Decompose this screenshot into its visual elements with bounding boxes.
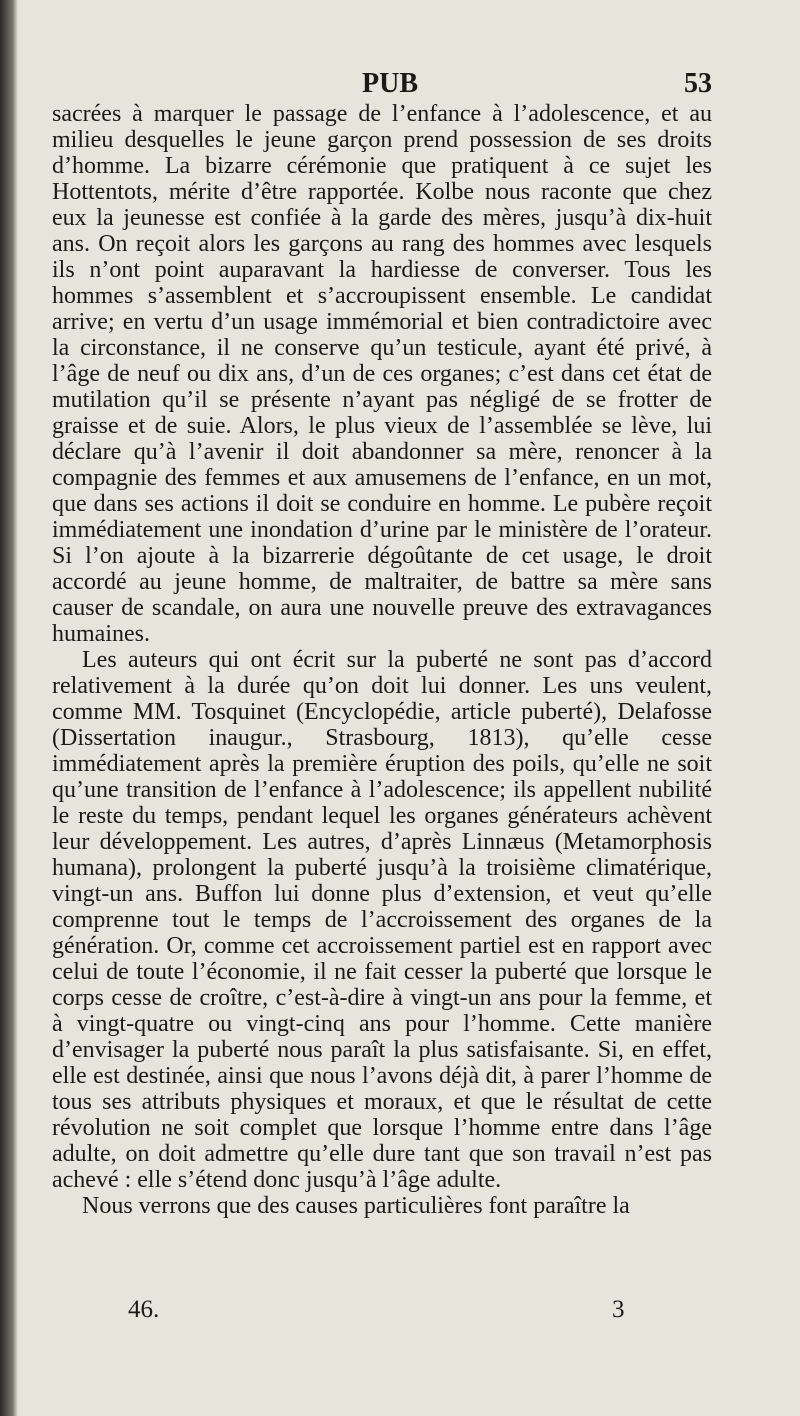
page-edge-shadow bbox=[0, 0, 18, 1416]
paragraph-closing: Nous verrons que des causes particulières font paraître la bbox=[82, 1193, 630, 1219]
signature-mark: 46. bbox=[128, 1296, 160, 1323]
paragraph-puberty-duration: Les auteurs qui ont écrit sur la puberté ne sont pas d’accord relativement à la durée qu’on doit lui donner. Les uns veulent, comme MM. Tosquinet (Encyclopédie, article puberté), Delafosse (Dissertation inaugur., Strasbourg, 1813), qu’elle cesse immédiatement après la première éruption des poils, qu’elle ne soit qu’une transition de l’enfance à l’adolescence; ils appellent nubilité le reste du temps, pendant lequel les organes générateurs achèvent leur développement. Les autres, d’après Linnæus (Metamorphosis humana), prolongent la puberté jusqu’à la troisième climatérique, vingt-un ans. Buffon lui donne plus d’extension, et veut qu’elle comprenne tout le temps de l’accroissement des organes de la génération. Or, comme cet accroissement partiel est en rapport avec celui de toute l’économie, il ne fait cesser la puberté que lorsque le corps cesse de croître, c’est-à-dire à vingt-un ans pour la femme, et à vingt-quatre ou vingt-cinq ans pour l’homme. Cette manière d’envisager la puberté nous paraît la plus satisfaisante. Si, en effet, elle est destinée, ainsi que nous l’avons déjà dit, à parer l’homme de tous ses attributs physiques et moraux, et que le résultat de cette révolution ne soit complet que lorsque l’homme entre dans l’âge adulte, on doit admettre qu’elle dure tant que son travail n’est pas achevé : elle s’étend donc jusqu’à l’âge adulte. bbox=[52, 647, 712, 1193]
paragraph-continued: sacrées à marquer le passage de l’enfance à l’adolescence, et au milieu desquelles le jeune garçon prend possession de ses droits d’homme. La bizarre cérémonie que pratiquent à ce sujet les Hottentots, mérite d’être rapportée. Kolbe nous raconte que chez eux la jeunesse est confiée à la garde des mères, jusqu’à dix-huit ans. On reçoit alors les garçons au rang des hommes avec lesquels ils n’ont point auparavant la hardiesse de converser. Tous les hommes s’assemblent et s’accroupissent ensemble. Le candidat arrive; en vertu d’un usage immémorial et bien contradictoire avec la circonstance, il ne conserve qu’un testicule, ayant été privé, à l’âge de neuf ou dix ans, d’un de ces organes; c’est dans cet état de mutilation qu’il se présente n’ayant pas négligé de se frotter de graisse et de suie. Alors, le plus vieux de l’assemblée se lève, lui déclare qu’à l’avenir il doit abandonner sa mère, renoncer à la compagnie des femmes et aux amusemens de l’enfance, en un mot, que dans ses actions il doit se conduire en homme. Le pubère reçoit immédiatement une inondation d’urine par le ministère de l’orateur. Si l’on ajoute à la bizarrerie dégoûtante de cet usage, le droit accordé au jeune homme, de maltraiter, de battre sa mère sans causer de scandale, on aura une nouvelle preuve des extravagances humaines. bbox=[52, 101, 712, 647]
page-number: 53 bbox=[684, 68, 712, 99]
sheet-mark: 3 bbox=[612, 1296, 625, 1323]
body-text bbox=[52, 101, 712, 1219]
page-header bbox=[52, 58, 712, 98]
running-title: PUB bbox=[362, 68, 418, 99]
page-footer bbox=[52, 1296, 712, 1332]
